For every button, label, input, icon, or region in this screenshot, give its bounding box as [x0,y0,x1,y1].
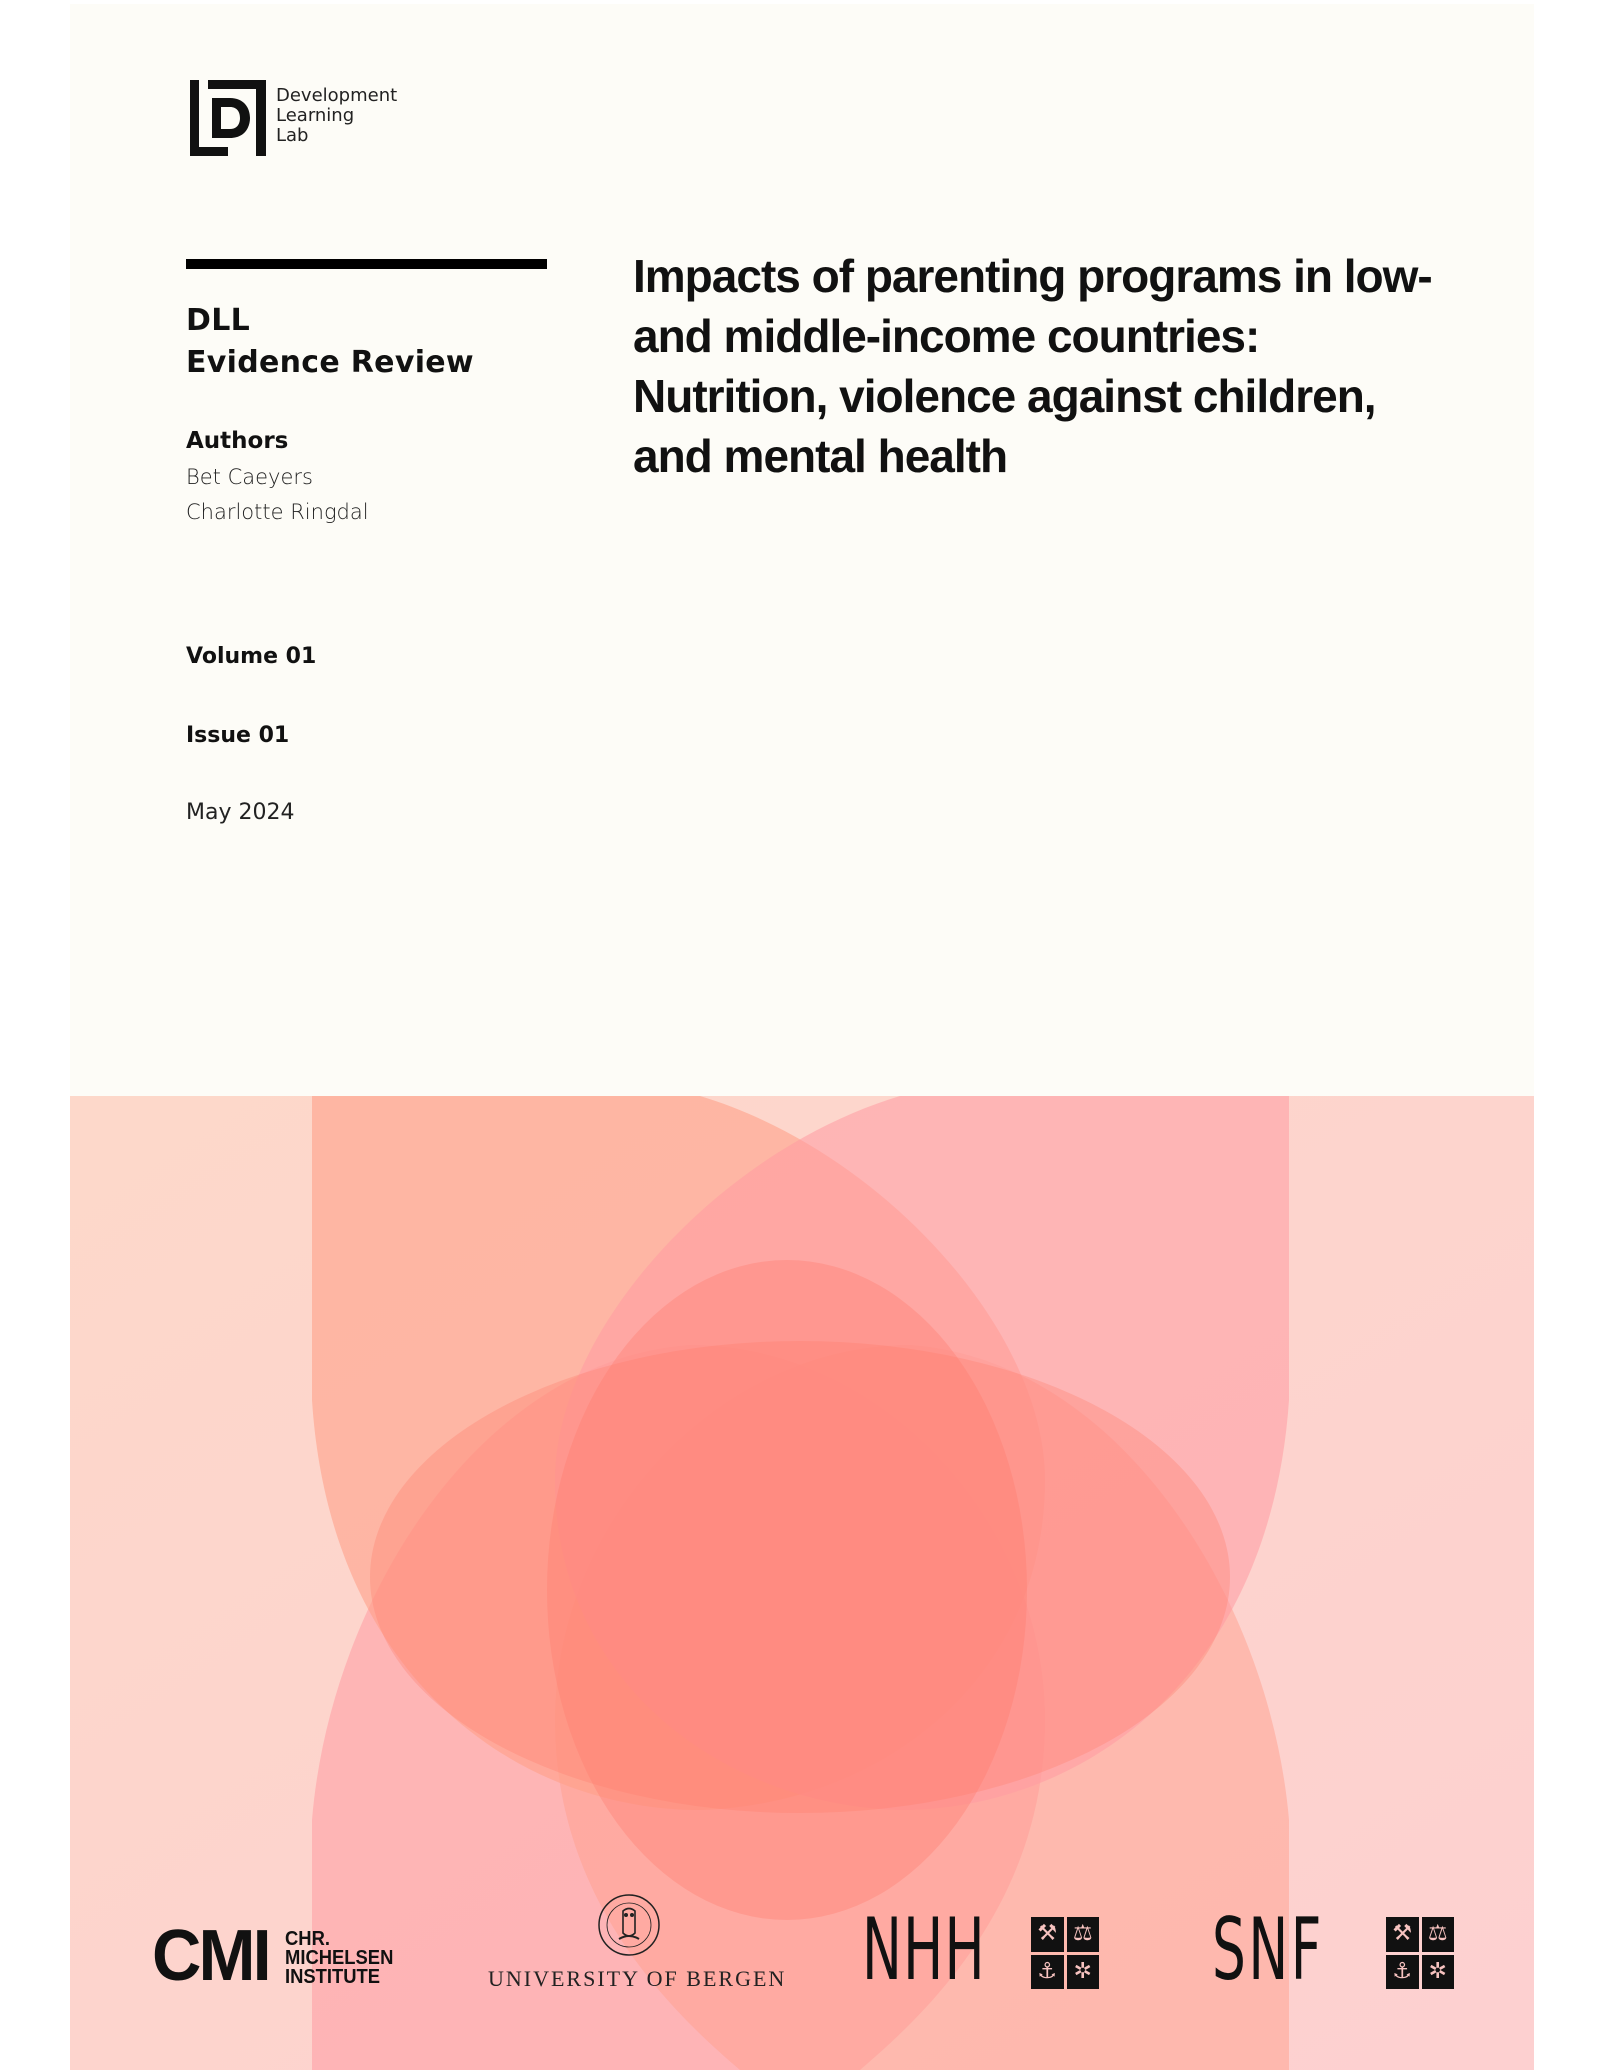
cmi-line-3: INSTITUTE [285,1966,381,1988]
snf-logo: SNF [1212,1900,1324,2000]
crossed-hammers-icon: ⚒ [1386,1917,1419,1952]
volume-label: Volume 01 [186,644,317,669]
scales-icon: ⚖ [1067,1917,1100,1952]
series-title [186,300,474,384]
university-seal-icon [597,1893,661,1957]
cmi-logo: CMI [152,1916,269,1996]
series-line-2: Evidence Review [186,345,474,380]
anchor-icon: ⚓ [1031,1955,1064,1990]
dll-logo-text [276,86,397,146]
logo-line-1: Development [276,85,398,106]
series-line-1: DLL [186,303,251,338]
document-title: Impacts of parenting programs in low- and middle-income countries: Nutrition, violence against children, and mental health [633,250,1432,482]
issue-label: Issue 01 [186,723,290,748]
nhh-emblem [1031,1917,1099,1989]
scales-icon: ⚖ [1422,1917,1455,1952]
crab-icon: ✲ [1422,1955,1455,1990]
crossed-hammers-icon: ⚒ [1031,1917,1064,1952]
logo-line-2: Learning [276,105,355,126]
cmi-line-2: MICHELSEN [285,1947,394,1969]
anchor-icon: ⚓ [1386,1955,1419,1990]
university-of-bergen-name: UNIVERSITY OF BERGEN [488,1966,787,1991]
nhh-logo: NHH [862,1900,986,2000]
author-name: Bet Caeyers [186,465,313,489]
publication-date: May 2024 [186,800,295,825]
divider-bar [186,259,547,269]
cmi-line-1: CHR. [285,1928,330,1950]
logo-line-3: Lab [276,125,309,146]
crab-icon: ✲ [1067,1955,1100,1990]
dll-logo-icon [190,80,266,156]
cmi-logo-text [285,1930,393,1987]
authors-heading: Authors [186,428,289,454]
author-name: Charlotte Ringdal [186,500,369,524]
cover-page [70,4,1534,2070]
snf-emblem [1386,1917,1454,1989]
